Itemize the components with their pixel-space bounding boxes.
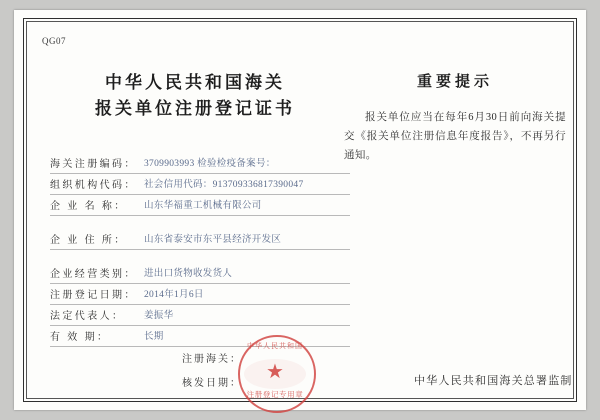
field-value-business-category: 进出口货物收发货人 xyxy=(144,269,233,279)
official-seal xyxy=(238,335,314,411)
field-underline xyxy=(50,173,350,174)
notice-title: 重要提示 xyxy=(416,74,493,90)
notice-body-text: 报关单位应当在每年6月30日前向海关提交《报关单位注册信息年度报告》，不再另行通知。 xyxy=(344,112,566,161)
field-value-customs-registration-code: 3709903993 检验检疫备案号： xyxy=(144,159,276,169)
field-label-organization-code: 组织机构代码： xyxy=(50,180,137,191)
title-line-1: 中华人民共和国海关 xyxy=(105,73,285,92)
field-underline xyxy=(50,249,350,250)
seal-top-text: 中华人民共和国 xyxy=(247,342,303,350)
document-code: QG07 xyxy=(42,36,66,46)
field-value-enterprise-address: 山东省泰安市东平县经济开发区 xyxy=(144,235,282,245)
field-label-business-category: 企业经营类别： xyxy=(50,269,137,280)
important-notice xyxy=(344,70,566,165)
star-icon: ★ xyxy=(266,361,284,383)
field-underline xyxy=(50,215,350,216)
field-label-legal-representative: 法定代表人： xyxy=(50,311,125,322)
field-label-enterprise-address: 企 业 住 所： xyxy=(50,235,127,246)
certificate-page xyxy=(14,10,586,410)
field-value-enterprise-name: 山东华福重工机械有限公司 xyxy=(144,201,262,211)
seal-bottom-text: 注册登记专用章 xyxy=(246,390,304,399)
field-row xyxy=(50,231,350,250)
issue-date-label: 核发日期： xyxy=(182,378,242,389)
field-underline xyxy=(50,325,350,326)
field-underline xyxy=(50,304,350,305)
field-value-organization-code: 社会信用代码：913709336817390047 xyxy=(144,180,304,190)
field-label-validity: 有 效 期： xyxy=(50,332,110,343)
field-row xyxy=(50,155,350,174)
field-row xyxy=(50,286,350,305)
field-label-enterprise-name: 企 业 名 称： xyxy=(50,201,127,212)
field-row xyxy=(50,176,350,195)
registration-authority-label: 注册海关： xyxy=(182,354,242,365)
issuer-text: 中华人民共和国海关总署监制 xyxy=(414,375,573,387)
field-underline xyxy=(50,283,350,284)
notice-body xyxy=(344,108,566,165)
field-underline xyxy=(50,194,350,195)
certificate-title xyxy=(60,70,330,122)
field-row xyxy=(50,265,350,284)
field-list xyxy=(50,155,350,349)
field-row xyxy=(50,307,350,326)
field-value-validity: 长期 xyxy=(144,332,164,342)
field-value-registration-date: 2014年1月6日 xyxy=(144,290,204,300)
field-label-customs-registration-code: 海关注册编码： xyxy=(50,159,137,170)
field-row xyxy=(50,197,350,216)
title-line-2: 报关单位注册登记证书 xyxy=(95,99,295,118)
field-label-registration-date: 注册登记日期： xyxy=(50,290,137,301)
field-value-legal-representative: 姜振华 xyxy=(144,311,174,321)
